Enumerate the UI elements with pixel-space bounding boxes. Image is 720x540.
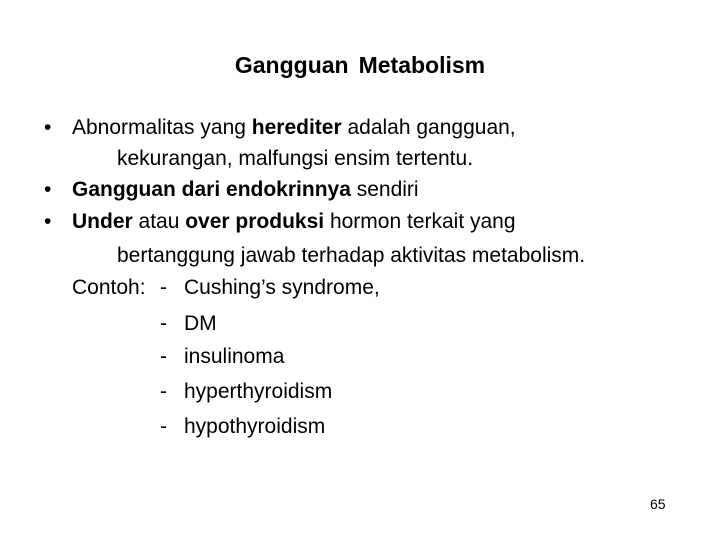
text-run: Abnormalitas yang <box>72 116 252 139</box>
text-run: hormon terkait yang <box>324 210 516 233</box>
slide-title <box>0 52 720 79</box>
bullet-1-line-1 <box>72 114 516 142</box>
bullet-icon: • <box>44 178 52 201</box>
text-run: atau <box>132 210 186 233</box>
bullet-3-line-2: bertanggung jawab terhadap aktivitas metabolism. <box>117 244 586 267</box>
bullet-icon: • <box>44 210 52 233</box>
example-item: insulinoma <box>184 345 285 368</box>
dash-marker: - <box>160 415 167 438</box>
dash-marker: - <box>160 276 167 299</box>
example-item: Cushing’s syndrome, <box>184 276 380 299</box>
example-item: hyperthyroidism <box>184 380 333 403</box>
bullet-1-line-2: kekurangan, malfungsi ensim tertentu. <box>117 147 474 170</box>
title-word-1: Gangguan <box>234 52 349 78</box>
dash-marker: - <box>160 312 167 335</box>
title-word-2: Metabolism <box>358 52 486 78</box>
example-item: DM <box>184 312 217 335</box>
emphasis-endokrin: Gangguan dari endokrinnya <box>72 178 351 201</box>
example-item: hypothyroidism <box>184 415 326 438</box>
emphasis-over-produksi: over produksi <box>185 210 325 233</box>
text-run: adalah gangguan, <box>341 116 516 139</box>
contoh-label: Contoh: <box>72 276 146 299</box>
emphasis-herediter: herediter <box>251 116 342 139</box>
dash-marker: - <box>160 380 167 403</box>
dash-marker: - <box>160 345 167 368</box>
emphasis-under: Under <box>72 210 133 233</box>
bullet-3-line-1 <box>72 208 516 236</box>
bullet-2-line-1 <box>72 176 419 204</box>
bullet-icon: • <box>44 116 52 139</box>
page-number: 65 <box>650 496 666 512</box>
text-run: sendiri <box>350 178 419 201</box>
